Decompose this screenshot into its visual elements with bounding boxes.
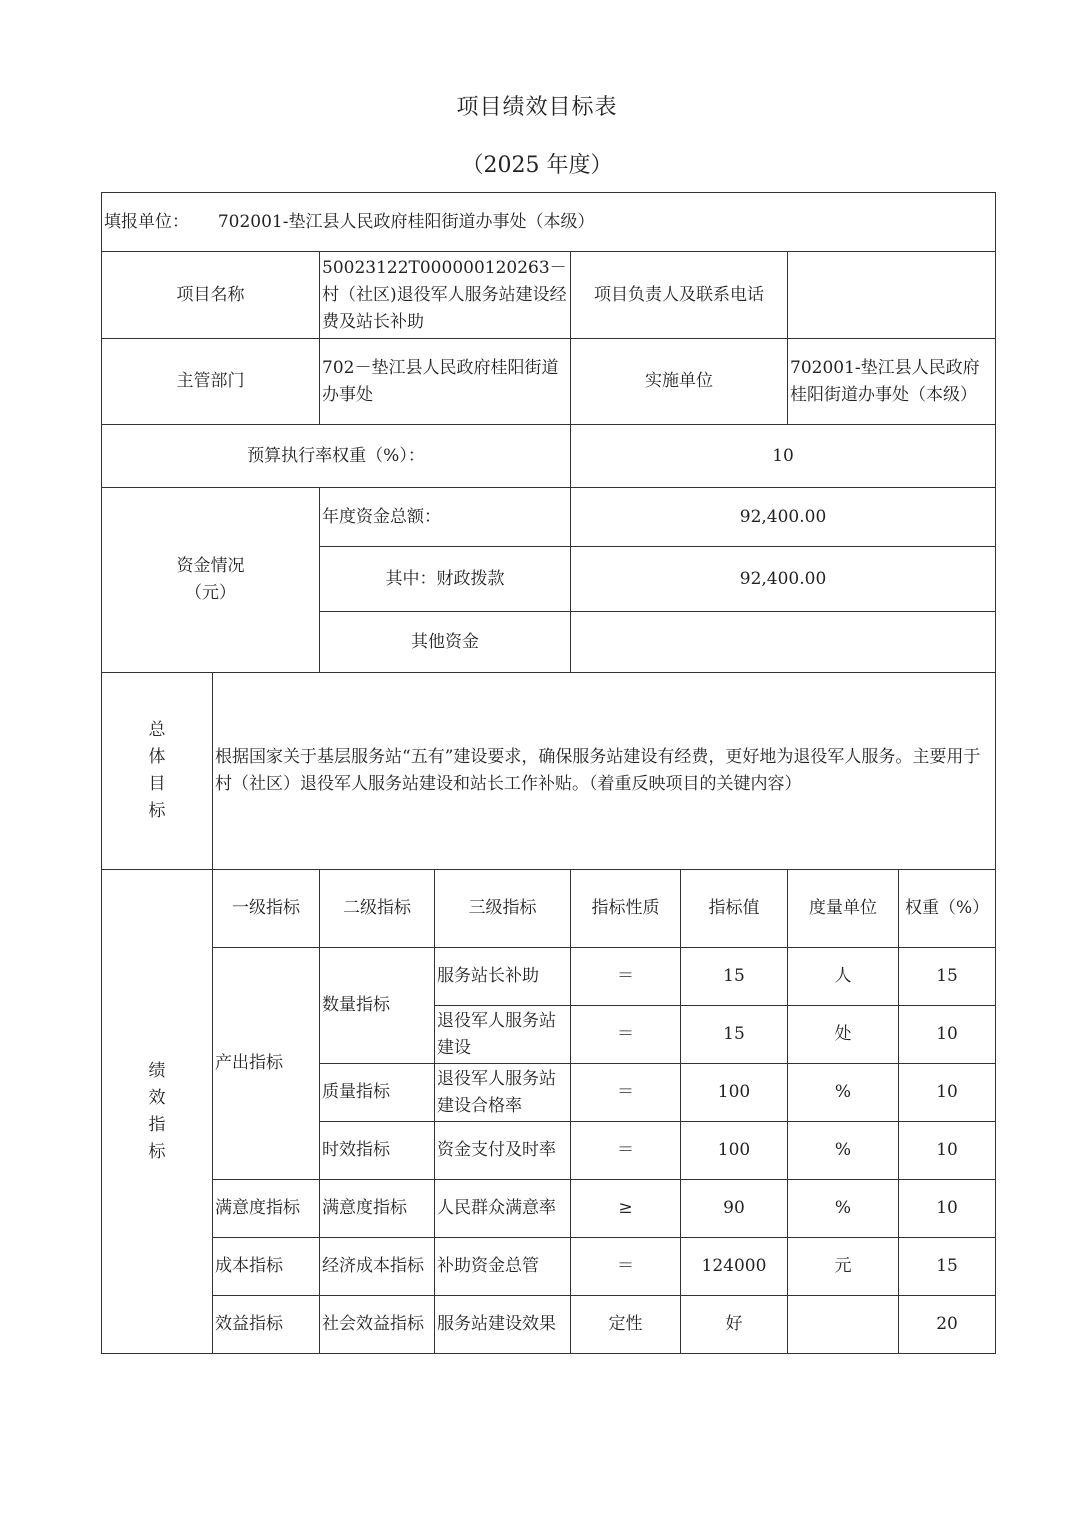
nature-cell: ＝	[571, 1064, 681, 1122]
satisfaction-level2: 满意度指标	[320, 1180, 435, 1238]
table-row	[102, 1238, 996, 1296]
indicators-char: 标	[148, 1141, 166, 1162]
unit-cell: %	[788, 1180, 899, 1238]
value-cell: 100	[681, 1064, 788, 1122]
nature-cell: ＝	[571, 948, 681, 1006]
unit-cell: %	[788, 1122, 899, 1180]
weight-cell: 10	[899, 1006, 996, 1064]
project-contact-value	[788, 252, 996, 339]
header-nature: 指标性质	[571, 870, 681, 948]
other-funds-value	[571, 612, 996, 673]
fiscal-allocation-label: 其中：财政拨款	[320, 547, 571, 612]
indicators-char: 绩	[148, 1060, 166, 1081]
project-contact-label: 项目负责人及联系电话	[571, 252, 788, 339]
reporting-unit-cell	[102, 193, 996, 252]
project-name-value: 50023122T000000120263－村（社区)退役军人服务站建设经费及站长补助	[320, 252, 571, 339]
department-label: 主管部门	[102, 339, 320, 425]
header-weight: 权重（%）	[899, 870, 996, 948]
value-cell: 好	[681, 1296, 788, 1354]
unit-cell: 元	[788, 1238, 899, 1296]
nature-cell: 定性	[571, 1296, 681, 1354]
weight-cell: 10	[899, 1180, 996, 1238]
unit-cell: 人	[788, 948, 899, 1006]
indicators-char: 效	[148, 1087, 166, 1108]
funds-label-line2: （元）	[185, 583, 236, 603]
cost-level1: 成本指标	[213, 1238, 320, 1296]
other-funds-label: 其他资金	[320, 612, 571, 673]
performance-target-table	[101, 192, 996, 1354]
satisfaction-level1: 满意度指标	[213, 1180, 320, 1238]
reporting-unit-value: 702001-垫江县人民政府桂阳街道办事处（本级）	[217, 211, 595, 232]
budget-weight-label: 预算执行率权重（%）：	[102, 425, 571, 488]
implementing-unit-label: 实施单位	[571, 339, 788, 425]
benefit-level2: 社会效益指标	[320, 1296, 435, 1354]
weight-cell: 10	[899, 1122, 996, 1180]
timeliness-indicator-group: 时效指标	[320, 1122, 435, 1180]
header-level1: 一级指标	[213, 870, 320, 948]
value-cell: 124000	[681, 1238, 788, 1296]
fiscal-allocation-value: 92,400.00	[571, 547, 996, 612]
value-cell: 15	[681, 948, 788, 1006]
table-row	[102, 1296, 996, 1354]
weight-cell: 15	[899, 948, 996, 1006]
annual-total-value: 92,400.00	[571, 488, 996, 547]
benefit-level1: 效益指标	[213, 1296, 320, 1354]
table-row	[102, 1180, 996, 1238]
output-indicator-group: 产出指标	[213, 948, 320, 1180]
nature-cell: ＝	[571, 1006, 681, 1064]
value-cell: 15	[681, 1006, 788, 1064]
level3-name: 服务站长补助	[435, 948, 571, 1006]
weight-cell: 15	[899, 1238, 996, 1296]
unit-cell: 处	[788, 1006, 899, 1064]
level3-name: 服务站建设效果	[435, 1296, 571, 1354]
unit-cell	[788, 1296, 899, 1354]
project-name-label: 项目名称	[102, 252, 320, 339]
level3-name: 资金支付及时率	[435, 1122, 571, 1180]
level3-name: 人民群众满意率	[435, 1180, 571, 1238]
value-cell: 90	[681, 1180, 788, 1238]
cost-level2: 经济成本指标	[320, 1238, 435, 1296]
overall-goal-char: 总	[148, 720, 166, 740]
table-row	[102, 948, 996, 1006]
indicators-char: 指	[148, 1114, 166, 1135]
implementing-unit-value: 702001-垫江县人民政府桂阳街道办事处（本级）	[788, 339, 996, 425]
overall-goal-label	[102, 673, 213, 870]
overall-goal-char: 目	[148, 774, 166, 794]
indicators-label	[102, 870, 213, 1354]
overall-goal-text: 根据国家关于基层服务站“五有”建设要求，确保服务站建设有经费，更好地为退役军人服务。主要用于村（社区）退役军人服务站建设和站长工作补贴。（着重反映项目的关键内容）	[213, 673, 996, 870]
funds-label	[102, 488, 320, 673]
header-unit: 度量单位	[788, 870, 899, 948]
department-value: 702－垫江县人民政府桂阳街道办事处	[320, 339, 571, 425]
header-level3: 三级指标	[435, 870, 571, 948]
funds-label-line1: 资金情况	[176, 556, 245, 576]
level3-name: 补助资金总管	[435, 1238, 571, 1296]
page-subtitle: （2025 年度）	[461, 153, 613, 178]
value-cell: 100	[681, 1122, 788, 1180]
unit-cell: %	[788, 1064, 899, 1122]
level3-name: 退役军人服务站建设合格率	[435, 1064, 571, 1122]
weight-cell: 20	[899, 1296, 996, 1354]
nature-cell: ＝	[571, 1122, 681, 1180]
nature-cell: ≥	[571, 1180, 681, 1238]
weight-cell: 10	[899, 1064, 996, 1122]
header-level2: 二级指标	[320, 870, 435, 948]
nature-cell: ＝	[571, 1238, 681, 1296]
header-value: 指标值	[681, 870, 788, 948]
budget-weight-value: 10	[571, 425, 996, 488]
annual-total-label: 年度资金总额：	[320, 488, 571, 547]
overall-goal-char: 体	[148, 747, 166, 767]
page-title: 项目绩效目标表	[456, 95, 618, 120]
quantity-indicator-group: 数量指标	[320, 948, 435, 1064]
quality-indicator-group: 质量指标	[320, 1064, 435, 1122]
level3-name: 退役军人服务站建设	[435, 1006, 571, 1064]
reporting-unit-label: 填报单位：	[104, 211, 189, 232]
overall-goal-char: 标	[148, 801, 166, 821]
